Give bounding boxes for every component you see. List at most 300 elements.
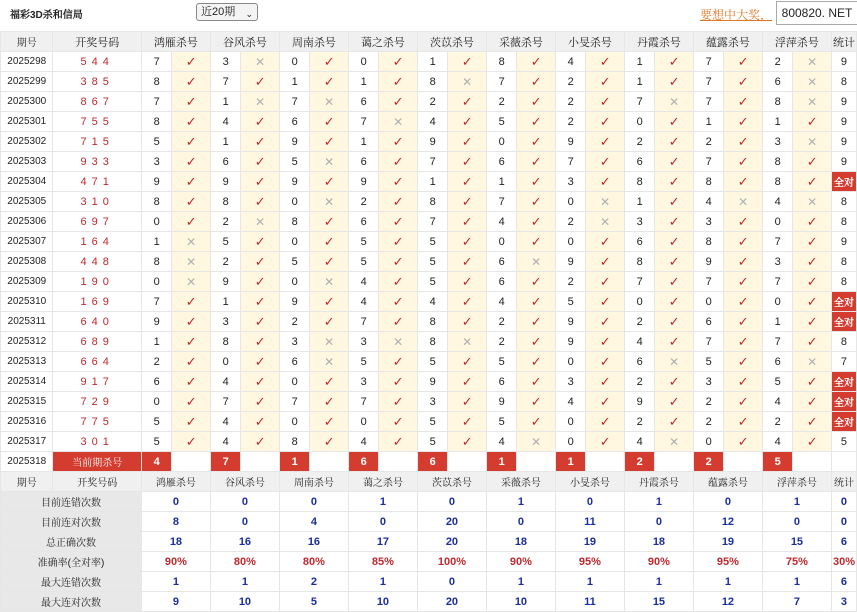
- check-mark-icon: ✓: [254, 113, 266, 129]
- stat-cell: 全对: [831, 412, 856, 432]
- check-mark-icon: ✓: [737, 233, 749, 249]
- result-cell: [241, 352, 279, 372]
- issue-cell: 2025318: [1, 452, 53, 472]
- kill-digit-cell: 0: [141, 392, 172, 412]
- table-row: [1, 332, 857, 352]
- result-cell: [379, 312, 417, 332]
- cross-mark-icon: ✕: [669, 354, 680, 369]
- cross-mark-icon: ✕: [186, 234, 197, 249]
- result-cell: [655, 92, 693, 112]
- check-mark-icon: ✓: [392, 73, 404, 89]
- top-bar: [0, 0, 857, 26]
- issue-cell: 2025303: [1, 152, 53, 172]
- check-mark-icon: ✓: [323, 433, 335, 449]
- site-badge: 800820. NET: [776, 1, 857, 25]
- result-cell: [172, 192, 210, 212]
- result-cell: [724, 212, 762, 232]
- kill-digit-cell: 0: [762, 212, 793, 232]
- current-kill-digit: 1: [486, 452, 517, 472]
- result-cell: [310, 72, 348, 92]
- expert-col-header: 谷风杀号: [210, 472, 279, 492]
- result-cell: [655, 392, 693, 412]
- kill-digit-cell: 2: [486, 92, 517, 112]
- kill-digit-cell: 4: [486, 292, 517, 312]
- kill-digit-cell: 7: [279, 92, 310, 112]
- result-cell: [724, 292, 762, 312]
- check-mark-icon: ✓: [530, 133, 542, 149]
- summary-value: 4: [279, 512, 348, 532]
- summary-value: 10: [348, 592, 417, 612]
- check-mark-icon: ✓: [530, 233, 542, 249]
- summary-value: 95%: [693, 552, 762, 572]
- expert-col-header: 丹霞杀号: [624, 32, 693, 52]
- check-mark-icon: ✓: [599, 273, 611, 289]
- current-kill-digit: 6: [417, 452, 448, 472]
- result-cell: [793, 372, 831, 392]
- kill-digit-cell: 9: [555, 312, 586, 332]
- kill-digit-cell: 8: [417, 332, 448, 352]
- kill-digit-cell: 3: [693, 212, 724, 232]
- expert-col-header: 蕴露杀号: [693, 472, 762, 492]
- check-mark-icon: ✓: [254, 333, 266, 349]
- kill-digit-cell: 2: [693, 392, 724, 412]
- kill-digit-cell: 7: [417, 212, 448, 232]
- kill-digit-cell: 5: [555, 292, 586, 312]
- summary-value: 19: [555, 532, 624, 552]
- check-mark-icon: ✓: [392, 253, 404, 269]
- check-mark-icon: ✓: [185, 433, 197, 449]
- kill-digit-cell: 4: [210, 112, 241, 132]
- check-mark-icon: ✓: [668, 233, 680, 249]
- result-cell: [379, 72, 417, 92]
- summary-value: 1: [486, 572, 555, 592]
- check-mark-icon: ✓: [323, 393, 335, 409]
- check-mark-icon: ✓: [530, 193, 542, 209]
- table-row: [1, 412, 857, 432]
- cross-mark-icon: ✕: [807, 194, 818, 209]
- result-cell: [724, 272, 762, 292]
- kill-digit-cell: 5: [417, 272, 448, 292]
- kill-digit-cell: 7: [555, 152, 586, 172]
- kill-digit-cell: 0: [555, 192, 586, 212]
- result-cell: [379, 192, 417, 212]
- result-cell: [724, 92, 762, 112]
- period-select[interactable]: [196, 3, 258, 21]
- cross-mark-icon: ✕: [255, 54, 266, 69]
- issue-cell: 2025300: [1, 92, 53, 112]
- result-cell: [310, 92, 348, 112]
- check-mark-icon: ✓: [599, 313, 611, 329]
- result-cell: [448, 372, 486, 392]
- check-mark-icon: ✓: [323, 293, 335, 309]
- summary-value: 1: [348, 572, 417, 592]
- expert-col-header: 丹霞杀号: [624, 472, 693, 492]
- summary-value: 10: [486, 592, 555, 612]
- issue-cell: 2025299: [1, 72, 53, 92]
- kill-digit-cell: 5: [417, 232, 448, 252]
- check-mark-icon: ✓: [254, 233, 266, 249]
- result-cell: [793, 352, 831, 372]
- kill-digit-cell: 0: [279, 232, 310, 252]
- kill-digit-cell: 7: [624, 92, 655, 112]
- summary-value: 0: [210, 492, 279, 512]
- result-cell: [241, 252, 279, 272]
- result-cell: [793, 152, 831, 172]
- result-cell: [724, 152, 762, 172]
- check-mark-icon: ✓: [254, 153, 266, 169]
- result-cell: [793, 392, 831, 412]
- draw-number-cell: 689: [53, 332, 141, 352]
- summary-stat: 6: [831, 532, 856, 552]
- summary-value: 19: [693, 532, 762, 552]
- kill-digit-cell: 0: [693, 432, 724, 452]
- expert-col-header: 蔼之杀号: [348, 32, 417, 52]
- check-mark-icon: ✓: [185, 373, 197, 389]
- promo-link[interactable]: 要想中大奖，: [700, 8, 773, 22]
- check-mark-icon: ✓: [530, 333, 542, 349]
- kill-digit-cell: 0: [279, 52, 310, 72]
- cross-mark-icon: ✕: [669, 94, 680, 109]
- check-mark-icon: ✓: [392, 313, 404, 329]
- cross-mark-icon: ✕: [393, 334, 404, 349]
- current-kill-digit: 7: [210, 452, 241, 472]
- result-cell: [241, 92, 279, 112]
- result-cell: [241, 392, 279, 412]
- stat-cell: [831, 452, 856, 472]
- summary-value: 90%: [141, 552, 210, 572]
- cross-mark-icon: ✕: [324, 274, 335, 289]
- check-mark-icon: ✓: [392, 433, 404, 449]
- result-cell: [517, 432, 555, 452]
- cross-mark-icon: ✕: [393, 114, 404, 129]
- current-kill-spacer: [310, 452, 348, 472]
- result-cell: [172, 392, 210, 412]
- kill-digit-cell: 6: [486, 372, 517, 392]
- kill-digit-cell: 5: [141, 432, 172, 452]
- current-kill-spacer: [172, 452, 210, 472]
- check-mark-icon: ✓: [599, 293, 611, 309]
- draw-number-cell: 867: [53, 92, 141, 112]
- result-cell: [655, 372, 693, 392]
- draw-number-cell: 471: [53, 172, 141, 192]
- cross-mark-icon: ✕: [807, 134, 818, 149]
- kill-digit-cell: 7: [210, 392, 241, 412]
- kill-digit-cell: 7: [348, 112, 379, 132]
- kill-digit-cell: 8: [486, 52, 517, 72]
- current-kill-digit: 5: [762, 452, 793, 472]
- summary-value: 90%: [624, 552, 693, 572]
- current-kill-digit: 2: [693, 452, 724, 472]
- stat-cell: 7: [831, 352, 856, 372]
- result-cell: [586, 172, 624, 192]
- issue-cell: 2025311: [1, 312, 53, 332]
- kill-digit-cell: 2: [762, 52, 793, 72]
- kill-digit-cell: 7: [762, 272, 793, 292]
- result-cell: [310, 152, 348, 172]
- issue-cell: 2025305: [1, 192, 53, 212]
- kill-digit-cell: 7: [348, 392, 379, 412]
- check-mark-icon: ✓: [254, 313, 266, 329]
- kill-digit-cell: 1: [624, 192, 655, 212]
- check-mark-icon: ✓: [737, 153, 749, 169]
- issue-col-header: 期号: [1, 32, 53, 52]
- result-cell: [379, 252, 417, 272]
- result-cell: [379, 272, 417, 292]
- kill-digit-cell: 1: [417, 52, 448, 72]
- result-cell: [793, 292, 831, 312]
- result-cell: [310, 132, 348, 152]
- check-mark-icon: ✓: [254, 353, 266, 369]
- check-mark-icon: ✓: [737, 293, 749, 309]
- summary-value: 2: [279, 572, 348, 592]
- result-cell: [793, 92, 831, 112]
- cross-mark-icon: ✕: [807, 54, 818, 69]
- result-cell: [517, 352, 555, 372]
- result-cell: [448, 412, 486, 432]
- check-mark-icon: ✓: [185, 173, 197, 189]
- summary-value: 0: [762, 512, 831, 532]
- result-cell: [448, 172, 486, 192]
- check-mark-icon: ✓: [737, 173, 749, 189]
- result-cell: [448, 112, 486, 132]
- kill-digit-cell: 1: [141, 232, 172, 252]
- check-mark-icon: ✓: [530, 93, 542, 109]
- kill-digit-cell: 9: [417, 372, 448, 392]
- kill-digit-cell: 0: [555, 432, 586, 452]
- kill-digit-cell: 4: [624, 432, 655, 452]
- check-mark-icon: ✓: [392, 173, 404, 189]
- result-cell: [724, 392, 762, 412]
- check-mark-icon: ✓: [530, 413, 542, 429]
- result-cell: [448, 292, 486, 312]
- result-cell: [448, 232, 486, 252]
- number-col-header: 开奖号码: [53, 472, 141, 492]
- result-cell: [517, 292, 555, 312]
- check-mark-icon: ✓: [737, 433, 749, 449]
- stat-cell: 全对: [831, 292, 856, 312]
- current-kill-label: 当前期杀号: [53, 452, 141, 472]
- check-mark-icon: ✓: [254, 193, 266, 209]
- summary-value: 90%: [486, 552, 555, 572]
- kill-digit-cell: 0: [210, 352, 241, 372]
- result-cell: [724, 352, 762, 372]
- check-mark-icon: ✓: [668, 313, 680, 329]
- result-cell: [172, 412, 210, 432]
- draw-number-cell: 640: [53, 312, 141, 332]
- result-cell: [724, 412, 762, 432]
- result-cell: [379, 52, 417, 72]
- check-mark-icon: ✓: [530, 273, 542, 289]
- result-cell: [172, 432, 210, 452]
- summary-value: 1: [486, 492, 555, 512]
- check-mark-icon: ✓: [185, 413, 197, 429]
- kill-digit-cell: 1: [348, 72, 379, 92]
- draw-number-cell: 544: [53, 52, 141, 72]
- check-mark-icon: ✓: [668, 253, 680, 269]
- check-mark-icon: ✓: [461, 313, 473, 329]
- draw-number-cell: 933: [53, 152, 141, 172]
- summary-label: 总正确次数: [1, 532, 142, 552]
- result-cell: [517, 192, 555, 212]
- kill-digit-cell: 7: [624, 272, 655, 292]
- kill-digit-cell: 2: [624, 372, 655, 392]
- kill-digit-cell: 2: [210, 212, 241, 232]
- check-mark-icon: ✓: [737, 93, 749, 109]
- current-kill-spacer: [724, 452, 762, 472]
- result-cell: [448, 272, 486, 292]
- kill-digit-cell: 1: [348, 132, 379, 152]
- summary-value: 15: [624, 592, 693, 612]
- result-cell: [517, 132, 555, 152]
- check-mark-icon: ✓: [323, 73, 335, 89]
- summary-row: [1, 552, 857, 572]
- kill-digit-cell: 4: [693, 192, 724, 212]
- kill-digit-cell: 6: [762, 352, 793, 372]
- draw-number-cell: 729: [53, 392, 141, 412]
- draw-rows: [1, 52, 857, 452]
- result-cell: [172, 292, 210, 312]
- kill-digit-cell: 7: [693, 152, 724, 172]
- check-mark-icon: ✓: [737, 313, 749, 329]
- kill-digit-cell: 4: [417, 292, 448, 312]
- current-kill-spacer: [448, 452, 486, 472]
- result-cell: [310, 192, 348, 212]
- kill-digit-cell: 3: [762, 132, 793, 152]
- check-mark-icon: ✓: [461, 413, 473, 429]
- result-cell: [448, 152, 486, 172]
- cross-mark-icon: ✕: [531, 434, 542, 449]
- summary-value: 0: [210, 512, 279, 532]
- kill-digit-cell: 7: [141, 92, 172, 112]
- result-cell: [241, 292, 279, 312]
- result-cell: [586, 152, 624, 172]
- cross-mark-icon: ✕: [531, 254, 542, 269]
- check-mark-icon: ✓: [599, 133, 611, 149]
- stat-cell: 9: [831, 232, 856, 252]
- result-cell: [310, 252, 348, 272]
- current-kill-spacer: [586, 452, 624, 472]
- kill-digit-cell: 5: [486, 412, 517, 432]
- kill-digit-cell: 3: [348, 332, 379, 352]
- result-cell: [379, 432, 417, 452]
- check-mark-icon: ✓: [806, 213, 818, 229]
- result-cell: [724, 192, 762, 212]
- result-cell: [241, 272, 279, 292]
- kill-digit-cell: 6: [624, 352, 655, 372]
- draw-number-cell: 664: [53, 352, 141, 372]
- check-mark-icon: ✓: [461, 233, 473, 249]
- result-cell: [517, 52, 555, 72]
- check-mark-icon: ✓: [392, 293, 404, 309]
- check-mark-icon: ✓: [185, 293, 197, 309]
- result-cell: [655, 172, 693, 192]
- stat-col-header: 统计: [831, 32, 856, 52]
- check-mark-icon: ✓: [185, 353, 197, 369]
- result-cell: [793, 252, 831, 272]
- summary-value: 1: [555, 572, 624, 592]
- result-cell: [586, 292, 624, 312]
- result-cell: [448, 432, 486, 452]
- kill-digit-cell: 5: [279, 152, 310, 172]
- check-mark-icon: ✓: [323, 313, 335, 329]
- result-cell: [724, 232, 762, 252]
- result-cell: [379, 372, 417, 392]
- result-cell: [724, 312, 762, 332]
- check-mark-icon: ✓: [461, 273, 473, 289]
- current-kill-digit: 1: [555, 452, 586, 472]
- issue-cell: 2025302: [1, 132, 53, 152]
- kill-digit-cell: 4: [762, 392, 793, 412]
- kill-digit-cell: 7: [141, 292, 172, 312]
- result-cell: [793, 72, 831, 92]
- kill-digit-cell: 5: [417, 252, 448, 272]
- kill-digit-cell: 9: [417, 132, 448, 152]
- result-cell: [310, 372, 348, 392]
- expert-col-header: 周南杀号: [279, 32, 348, 52]
- check-mark-icon: ✓: [185, 133, 197, 149]
- check-mark-icon: ✓: [185, 53, 197, 69]
- summary-value: 0: [279, 492, 348, 512]
- result-cell: [655, 432, 693, 452]
- result-cell: [517, 152, 555, 172]
- check-mark-icon: ✓: [530, 353, 542, 369]
- cross-mark-icon: ✕: [600, 194, 611, 209]
- current-period-row: [1, 452, 857, 472]
- stat-cell: 8: [831, 272, 856, 292]
- check-mark-icon: ✓: [737, 73, 749, 89]
- cross-mark-icon: ✕: [255, 94, 266, 109]
- check-mark-icon: ✓: [254, 373, 266, 389]
- check-mark-icon: ✓: [461, 113, 473, 129]
- result-cell: [586, 112, 624, 132]
- chevron-down-icon: ⌄: [245, 9, 253, 19]
- table-row: [1, 372, 857, 392]
- kill-digit-cell: 4: [486, 212, 517, 232]
- cross-mark-icon: ✕: [807, 74, 818, 89]
- kill-digit-cell: 7: [486, 72, 517, 92]
- expert-col-header: 蕴露杀号: [693, 32, 762, 52]
- result-cell: [172, 132, 210, 152]
- result-cell: [655, 332, 693, 352]
- kill-digit-cell: 8: [141, 192, 172, 212]
- result-cell: [448, 312, 486, 332]
- result-cell: [793, 412, 831, 432]
- kill-digit-cell: 7: [693, 332, 724, 352]
- result-cell: [172, 332, 210, 352]
- check-mark-icon: ✓: [668, 373, 680, 389]
- issue-cell: 2025313: [1, 352, 53, 372]
- check-mark-icon: ✓: [599, 253, 611, 269]
- check-mark-icon: ✓: [254, 273, 266, 289]
- kill-digit-cell: 7: [348, 312, 379, 332]
- check-mark-icon: ✓: [806, 253, 818, 269]
- kill-digit-cell: 6: [624, 152, 655, 172]
- result-cell: [517, 372, 555, 392]
- summary-value: 1: [762, 572, 831, 592]
- summary-value: 18: [624, 532, 693, 552]
- kill-digit-cell: 2: [279, 312, 310, 332]
- kill-digit-cell: 4: [762, 192, 793, 212]
- result-cell: [586, 212, 624, 232]
- result-cell: [448, 392, 486, 412]
- summary-value: 7: [762, 592, 831, 612]
- check-mark-icon: ✓: [668, 333, 680, 349]
- kill-digit-cell: 8: [693, 172, 724, 192]
- result-cell: [724, 252, 762, 272]
- check-mark-icon: ✓: [806, 153, 818, 169]
- kill-digit-cell: 4: [210, 432, 241, 452]
- current-kill-digit: 2: [624, 452, 655, 472]
